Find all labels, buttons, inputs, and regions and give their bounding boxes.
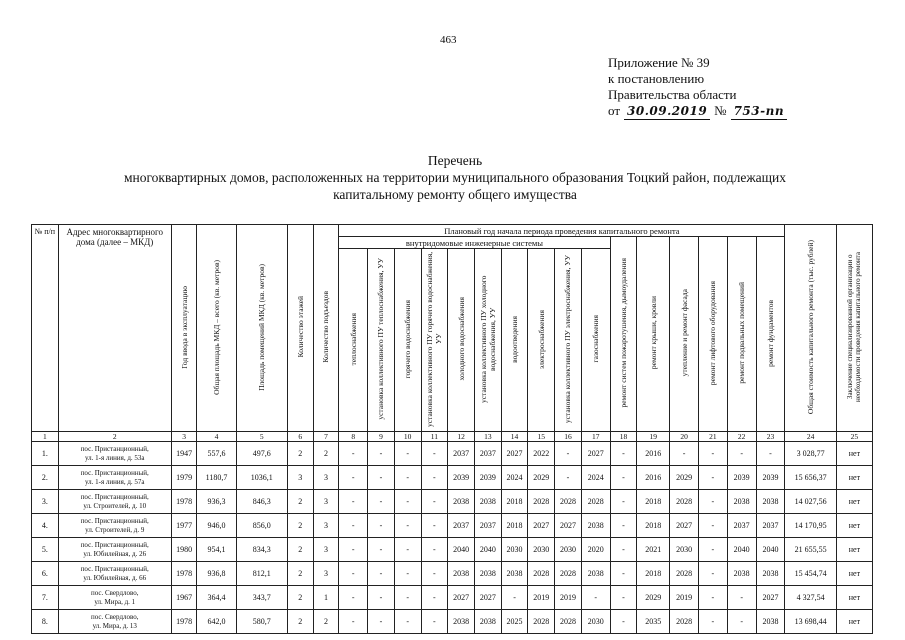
row-cell-c17: 2038 xyxy=(581,562,610,586)
row-cell-c8: - xyxy=(339,514,368,538)
row-cell-total-area: 364,4 xyxy=(197,586,236,610)
row-cell-c12: 2038 xyxy=(448,490,475,514)
date-prefix: от xyxy=(608,103,621,118)
row-cell-c12: 2038 xyxy=(448,610,475,634)
row-cell-entrances: 3 xyxy=(313,514,339,538)
row-conclusion: нет xyxy=(836,586,872,610)
row-cell-c12: 2040 xyxy=(448,538,475,562)
row-cell-total-area: 642,0 xyxy=(197,610,236,634)
row-number: 5. xyxy=(32,538,59,562)
row-cell-c14: 2018 xyxy=(501,514,528,538)
row-cell-year: 1977 xyxy=(171,514,197,538)
row-cell-c8: - xyxy=(339,538,368,562)
row-cell-c14: 2038 xyxy=(501,562,528,586)
row-cell-c13: 2039 xyxy=(474,466,501,490)
row-cell-c11: - xyxy=(421,466,448,490)
row-cell-total-area: 936,3 xyxy=(197,490,236,514)
row-cell-c10: - xyxy=(394,514,421,538)
row-cell-year: 1947 xyxy=(171,442,197,466)
header-address: Адрес многоквартирного дома (далее – МКД) xyxy=(58,225,171,432)
row-cell-floors: 2 xyxy=(287,442,313,466)
table-row xyxy=(32,514,873,538)
row-cell-c21: - xyxy=(699,586,728,610)
row-cell-premises-area: 343,7 xyxy=(236,586,287,610)
row-cell-c8: - xyxy=(339,466,368,490)
row-cell-c11: - xyxy=(421,538,448,562)
row-cell-c13: 2038 xyxy=(474,562,501,586)
column-index-cell: 2 xyxy=(58,432,171,442)
row-cell-c20: 2028 xyxy=(670,490,699,514)
row-number: 6. xyxy=(32,562,59,586)
appendix-block xyxy=(608,55,791,120)
row-cell-c22: 2038 xyxy=(727,562,756,586)
row-cell-entrances: 3 xyxy=(313,562,339,586)
row-cell-c15: 2027 xyxy=(528,514,555,538)
row-cell-entrances: 3 xyxy=(313,538,339,562)
row-cell-c17: 2020 xyxy=(581,538,610,562)
row-cell-c16: - xyxy=(555,466,582,490)
row-cell-c14: 2024 xyxy=(501,466,528,490)
row-cell-entrances: 1 xyxy=(313,586,339,610)
row-cell-c22: - xyxy=(727,586,756,610)
row-cell-c15: 2028 xyxy=(528,610,555,634)
row-cell-c11: - xyxy=(421,610,448,634)
column-index-cell: 7 xyxy=(313,432,339,442)
row-cell-c19: 2018 xyxy=(637,562,670,586)
row-cell-c16: 2019 xyxy=(555,586,582,610)
row-cell-c10: - xyxy=(394,490,421,514)
row-cell-c19: 2021 xyxy=(637,538,670,562)
table-row xyxy=(32,610,873,634)
row-number: 7. xyxy=(32,586,59,610)
row-cell-c17: 2027 xyxy=(581,442,610,466)
row-cell-premises-area: 834,3 xyxy=(236,538,287,562)
column-index-cell: 6 xyxy=(287,432,313,442)
row-cell-c20: - xyxy=(670,442,699,466)
column-index-cell: 16 xyxy=(555,432,582,442)
row-cell-c12: 2037 xyxy=(448,442,475,466)
row-cell-total-area: 954,1 xyxy=(197,538,236,562)
row-cell-c21: - xyxy=(699,562,728,586)
row-cell-floors: 2 xyxy=(287,610,313,634)
row-number: 1. xyxy=(32,442,59,466)
row-cell-c23: 2038 xyxy=(756,490,785,514)
row-cell-c22: - xyxy=(727,442,756,466)
row-cell-c16: 2027 xyxy=(555,514,582,538)
row-cell-c21: - xyxy=(699,442,728,466)
row-cell-c20: 2028 xyxy=(670,562,699,586)
row-conclusion: нет xyxy=(836,466,872,490)
row-cell-c15: 2030 xyxy=(528,538,555,562)
row-total-cost: 14 170,95 xyxy=(785,514,836,538)
row-cell-c14: 2018 xyxy=(501,490,528,514)
appendix-line-1: Приложение № 39 xyxy=(608,55,710,70)
row-cell-c11: - xyxy=(421,490,448,514)
row-cell-entrances: 2 xyxy=(313,610,339,634)
row-cell-c16: 2028 xyxy=(555,490,582,514)
row-cell-c15: 2029 xyxy=(528,466,555,490)
row-cell-c17: 2030 xyxy=(581,610,610,634)
row-cell-total-area: 1180,7 xyxy=(197,466,236,490)
row-cell-c12: 2038 xyxy=(448,562,475,586)
column-index-cell: 24 xyxy=(785,432,836,442)
row-cell-c10: - xyxy=(394,562,421,586)
header-total-area: Общая площадь МКД – всего (кв. метров) xyxy=(197,225,236,432)
header-foundation: ремонт фундаментов xyxy=(756,237,785,432)
row-cell-c15: 2022 xyxy=(528,442,555,466)
page-number: 463 xyxy=(440,34,457,46)
row-address: пос. Свердлово, ул. Мира, д. 13 xyxy=(58,610,171,634)
column-index-cell: 13 xyxy=(474,432,501,442)
table-row xyxy=(32,466,873,490)
column-index-cell: 1 xyxy=(32,432,59,442)
appendix-line-3: Правительства области xyxy=(608,87,737,102)
row-cell-c18: - xyxy=(610,538,637,562)
row-total-cost: 14 027,56 xyxy=(785,490,836,514)
row-cell-c11: - xyxy=(421,514,448,538)
row-cell-c22: 2038 xyxy=(727,490,756,514)
table-body xyxy=(32,432,873,634)
row-cell-c21: - xyxy=(699,490,728,514)
row-cell-total-area: 936,8 xyxy=(197,562,236,586)
row-conclusion: нет xyxy=(836,562,872,586)
row-cell-c19: 2018 xyxy=(637,490,670,514)
row-cell-c16: 2028 xyxy=(555,562,582,586)
row-cell-c13: 2037 xyxy=(474,442,501,466)
column-index-cell: 8 xyxy=(339,432,368,442)
row-cell-c13: 2038 xyxy=(474,490,501,514)
row-cell-c9: - xyxy=(368,610,395,634)
row-cell-c21: - xyxy=(699,466,728,490)
column-index-cell: 17 xyxy=(581,432,610,442)
row-cell-c9: - xyxy=(368,490,395,514)
row-cell-c19: 2016 xyxy=(637,466,670,490)
column-index-cell: 9 xyxy=(368,432,395,442)
header-hot-water-meter: установка коллективного ПУ горячего водоснабжения, УУ xyxy=(421,249,448,432)
row-cell-c15: 2019 xyxy=(528,586,555,610)
row-cell-c9: - xyxy=(368,562,395,586)
row-cell-c20: 2019 xyxy=(670,586,699,610)
header-fire-systems: ремонт систем пожаротушения, дымоудаления xyxy=(610,237,637,432)
row-cell-c20: 2029 xyxy=(670,466,699,490)
header-floors: Количество этажей xyxy=(287,225,313,432)
header-hot-water: горячего водоснабжения xyxy=(394,249,421,432)
row-cell-c16: 2028 xyxy=(555,610,582,634)
row-cell-c10: - xyxy=(394,442,421,466)
row-total-cost: 15 656,37 xyxy=(785,466,836,490)
row-address: пос. Пристанционный, ул. 1-я линия, д. 53а xyxy=(58,442,171,466)
row-cell-premises-area: 846,3 xyxy=(236,490,287,514)
row-cell-c8: - xyxy=(339,610,368,634)
column-index-cell: 3 xyxy=(171,432,197,442)
row-cell-floors: 2 xyxy=(287,490,313,514)
header-sewerage: водоотведения xyxy=(501,249,528,432)
row-total-cost: 4 327,54 xyxy=(785,586,836,610)
row-number: 3. xyxy=(32,490,59,514)
row-total-cost: 15 454,74 xyxy=(785,562,836,586)
row-address: пос. Пристанционный, ул. Юбилейная, д. 26 xyxy=(58,538,171,562)
header-gas: газоснабжения xyxy=(581,249,610,432)
column-index-cell: 20 xyxy=(670,432,699,442)
handwritten-number: 753-пп xyxy=(731,103,787,120)
row-cell-c22: - xyxy=(727,610,756,634)
row-cell-c17: 2028 xyxy=(581,490,610,514)
handwritten-date: 30.09.2019 xyxy=(624,103,710,120)
row-address: пос. Пристанционный, ул. Строителей, д. 10 xyxy=(58,490,171,514)
column-index-cell: 19 xyxy=(637,432,670,442)
row-address: пос. Пристанционный, ул. Строителей, д. 9 xyxy=(58,514,171,538)
row-cell-c11: - xyxy=(421,562,448,586)
header-roof: ремонт крыши, кровли xyxy=(637,237,670,432)
header-premises-area: Площадь помещений МКД (кв. метров) xyxy=(236,225,287,432)
row-cell-year: 1980 xyxy=(171,538,197,562)
row-conclusion: нет xyxy=(836,442,872,466)
row-cell-c14: 2025 xyxy=(501,610,528,634)
column-index-cell: 21 xyxy=(699,432,728,442)
header-electricity-meter: установка коллективного ПУ электроснабжения, УУ xyxy=(555,249,582,432)
row-cell-c14: 2030 xyxy=(501,538,528,562)
row-cell-c21: - xyxy=(699,514,728,538)
table-row xyxy=(32,538,873,562)
row-cell-c23: 2027 xyxy=(756,586,785,610)
column-index-cell: 14 xyxy=(501,432,528,442)
row-cell-c8: - xyxy=(339,490,368,514)
header-heating: теплоснабжения xyxy=(339,249,368,432)
row-cell-c10: - xyxy=(394,610,421,634)
row-conclusion: нет xyxy=(836,514,872,538)
row-cell-c17: 2038 xyxy=(581,514,610,538)
row-cell-c18: - xyxy=(610,442,637,466)
row-cell-c22: 2039 xyxy=(727,466,756,490)
row-cell-c10: - xyxy=(394,586,421,610)
header-no: № п/п xyxy=(32,225,59,432)
row-cell-c23: - xyxy=(756,442,785,466)
row-cell-year: 1979 xyxy=(171,466,197,490)
row-cell-c18: - xyxy=(610,514,637,538)
row-cell-c14: - xyxy=(501,586,528,610)
row-cell-c10: - xyxy=(394,538,421,562)
row-address: пос. Пристанционный, ул. Юбилейная, д. 66 xyxy=(58,562,171,586)
row-cell-premises-area: 497,6 xyxy=(236,442,287,466)
row-conclusion: нет xyxy=(836,538,872,562)
column-index-cell: 15 xyxy=(528,432,555,442)
row-cell-c20: 2030 xyxy=(670,538,699,562)
row-cell-c13: 2040 xyxy=(474,538,501,562)
header-basement: ремонт подвальных помещений xyxy=(727,237,756,432)
row-cell-c12: 2037 xyxy=(448,514,475,538)
header-planned-year-group: Плановый год начала периода проведения капитального ремонта xyxy=(339,225,785,237)
table-row xyxy=(32,442,873,466)
row-cell-c18: - xyxy=(610,490,637,514)
row-cell-c9: - xyxy=(368,586,395,610)
title-line-2: многоквартирных домов, расположенных на территории муниципального образования Тоцкий район, подлежащих xyxy=(123,170,787,185)
row-cell-c21: - xyxy=(699,610,728,634)
row-cell-c18: - xyxy=(610,586,637,610)
row-cell-year: 1967 xyxy=(171,586,197,610)
column-index-cell: 12 xyxy=(448,432,475,442)
row-cell-c23: 2038 xyxy=(756,562,785,586)
row-cell-c9: - xyxy=(368,514,395,538)
row-cell-premises-area: 856,0 xyxy=(236,514,287,538)
row-cell-c13: 2027 xyxy=(474,586,501,610)
row-cell-entrances: 3 xyxy=(313,466,339,490)
row-cell-c23: 2039 xyxy=(756,466,785,490)
row-cell-total-area: 946,0 xyxy=(197,514,236,538)
header-cold-water-meter: установка коллективного ПУ холодного водоснабжения, УУ xyxy=(474,249,501,432)
row-number: 4. xyxy=(32,514,59,538)
row-cell-c19: 2035 xyxy=(637,610,670,634)
header-heating-meter: установка коллективного ПУ теплоснабжения, УУ xyxy=(368,249,395,432)
row-cell-floors: 3 xyxy=(287,466,313,490)
row-cell-c16: 2030 xyxy=(555,538,582,562)
column-index-cell: 23 xyxy=(756,432,785,442)
row-cell-c21: - xyxy=(699,538,728,562)
header-internal-systems-group: внутридомовые инженерные системы xyxy=(339,237,610,249)
column-index-cell: 4 xyxy=(197,432,236,442)
header-elevator: ремонт лифтового оборудования xyxy=(699,237,728,432)
column-index-cell: 5 xyxy=(236,432,287,442)
row-cell-c8: - xyxy=(339,586,368,610)
row-cell-year: 1978 xyxy=(171,490,197,514)
row-cell-c19: 2018 xyxy=(637,514,670,538)
number-prefix: № xyxy=(714,103,727,118)
row-cell-floors: 2 xyxy=(287,514,313,538)
row-cell-entrances: 3 xyxy=(313,490,339,514)
row-cell-c8: - xyxy=(339,442,368,466)
row-cell-total-area: 557,6 xyxy=(197,442,236,466)
column-index-cell: 25 xyxy=(836,432,872,442)
header-year-commissioned: Год ввода в эксплуатацию xyxy=(171,225,197,432)
row-cell-c19: 2029 xyxy=(637,586,670,610)
table-row xyxy=(32,562,873,586)
row-cell-c23: 2037 xyxy=(756,514,785,538)
row-number: 8. xyxy=(32,610,59,634)
registry-table xyxy=(31,224,873,634)
row-cell-c17: - xyxy=(581,586,610,610)
row-cell-c20: 2027 xyxy=(670,514,699,538)
document-title xyxy=(60,152,850,203)
column-index-cell: 18 xyxy=(610,432,637,442)
row-address: пос. Свердлово, ул. Мира, д. 1 xyxy=(58,586,171,610)
row-cell-c15: 2028 xyxy=(528,490,555,514)
column-index-cell: 10 xyxy=(394,432,421,442)
row-cell-premises-area: 580,7 xyxy=(236,610,287,634)
row-total-cost: 13 698,44 xyxy=(785,610,836,634)
row-cell-c12: 2039 xyxy=(448,466,475,490)
table-row xyxy=(32,490,873,514)
row-cell-c9: - xyxy=(368,538,395,562)
row-conclusion: нет xyxy=(836,490,872,514)
appendix-line-2: к постановлению xyxy=(608,71,705,86)
row-cell-floors: 2 xyxy=(287,586,313,610)
row-cell-c23: 2038 xyxy=(756,610,785,634)
row-cell-c12: 2027 xyxy=(448,586,475,610)
row-cell-c9: - xyxy=(368,466,395,490)
column-index-cell: 11 xyxy=(421,432,448,442)
row-cell-c11: - xyxy=(421,586,448,610)
row-cell-c19: 2016 xyxy=(637,442,670,466)
row-cell-premises-area: 1036,1 xyxy=(236,466,287,490)
row-cell-c17: 2024 xyxy=(581,466,610,490)
row-cell-premises-area: 812,1 xyxy=(236,562,287,586)
column-index-row xyxy=(32,432,873,442)
row-cell-c18: - xyxy=(610,610,637,634)
row-cell-c23: 2040 xyxy=(756,538,785,562)
row-cell-c15: 2028 xyxy=(528,562,555,586)
row-total-cost: 21 655,55 xyxy=(785,538,836,562)
row-cell-c10: - xyxy=(394,466,421,490)
row-cell-c14: 2027 xyxy=(501,442,528,466)
title-line-3: капитальному ремонту общего имущества xyxy=(333,187,577,202)
row-cell-floors: 2 xyxy=(287,562,313,586)
row-cell-floors: 2 xyxy=(287,538,313,562)
row-cell-c16: - xyxy=(555,442,582,466)
row-cell-c22: 2040 xyxy=(727,538,756,562)
title-line-1: Перечень xyxy=(427,153,483,168)
row-cell-c20: 2028 xyxy=(670,610,699,634)
column-index-cell: 22 xyxy=(727,432,756,442)
row-total-cost: 3 028,77 xyxy=(785,442,836,466)
row-cell-c13: 2038 xyxy=(474,610,501,634)
header-conclusion: Заключение специализированной организации о необходимости проведения капитального ремонта xyxy=(836,225,872,432)
row-address: пос. Пристанционный, ул. 1-я линия, д. 57а xyxy=(58,466,171,490)
header-total-cost: Общая стоимость капитального ремонта (тыс. рублей) xyxy=(785,225,836,432)
row-cell-entrances: 2 xyxy=(313,442,339,466)
row-cell-c22: 2037 xyxy=(727,514,756,538)
header-entrances: Количество подъездов xyxy=(313,225,339,432)
row-cell-c18: - xyxy=(610,562,637,586)
row-cell-c18: - xyxy=(610,466,637,490)
header-electricity: электроснабжения xyxy=(528,249,555,432)
row-conclusion: нет xyxy=(836,610,872,634)
row-number: 2. xyxy=(32,466,59,490)
header-cold-water: холодного водоснабжения xyxy=(448,249,475,432)
row-cell-c8: - xyxy=(339,562,368,586)
header-facade: утепление и ремонт фасада xyxy=(670,237,699,432)
row-cell-c11: - xyxy=(421,442,448,466)
table-row xyxy=(32,586,873,610)
row-cell-year: 1978 xyxy=(171,610,197,634)
appendix-date-line xyxy=(608,103,791,120)
row-cell-c13: 2037 xyxy=(474,514,501,538)
row-cell-c9: - xyxy=(368,442,395,466)
row-cell-year: 1978 xyxy=(171,562,197,586)
